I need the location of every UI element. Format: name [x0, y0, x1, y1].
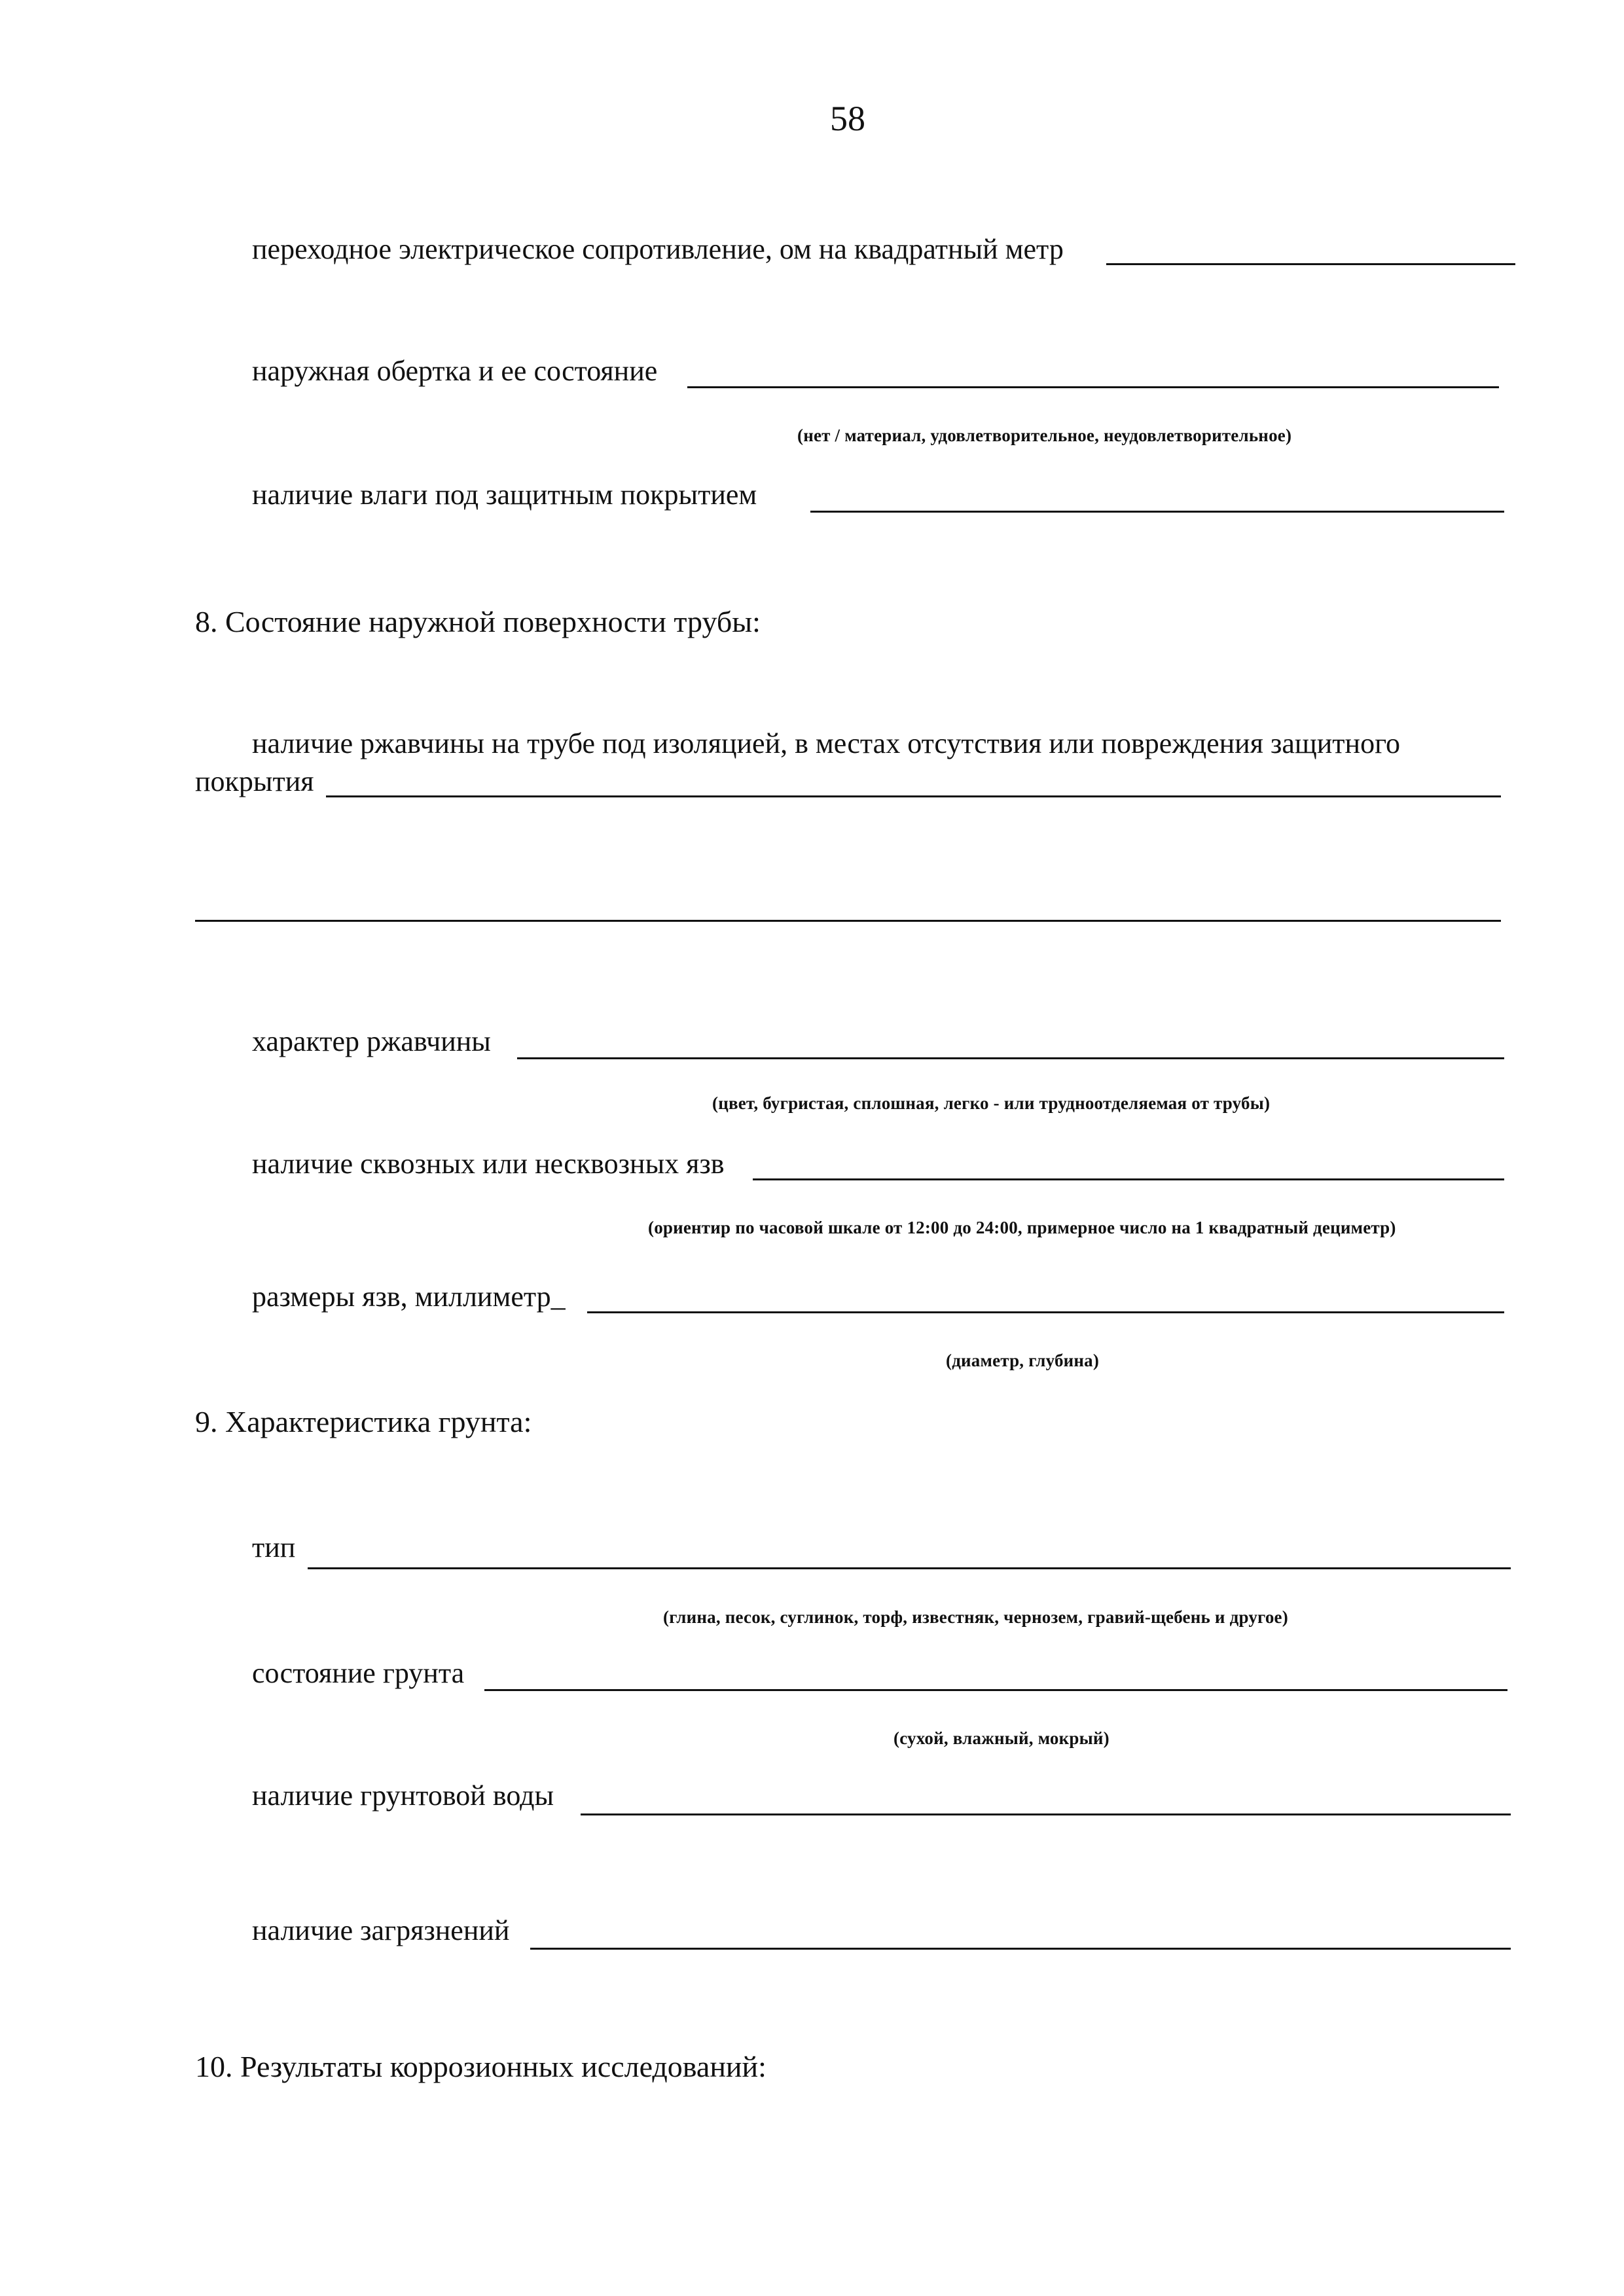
page-number: 58 — [830, 99, 865, 138]
moisture-label: наличие влаги под защитным покрытием — [252, 479, 757, 511]
rust-character-field-line[interactable] — [517, 1057, 1504, 1059]
rust-label-line2: покрытия — [195, 765, 314, 797]
groundwater-field-line[interactable] — [581, 1813, 1511, 1815]
pollution-label: наличие загрязнений — [252, 1914, 510, 1946]
outer-wrap-label: наружная обертка и ее состояние — [252, 355, 658, 387]
soil-state-hint: (сухой, влажный, мокрый) — [893, 1728, 1110, 1748]
rust-label-line1: наличие ржавчины на трубе под изоляцией, в местах отсутствия или повреждения защитного — [252, 727, 1401, 759]
ulcers-label: наличие сквозных или несквозных язв — [252, 1148, 725, 1180]
rust-field-line-2[interactable] — [195, 920, 1501, 922]
ulcers-hint: (ориентир по часовой шкале от 12:00 до 24:00, примерное число на 1 квадратный дециметр) — [648, 1218, 1396, 1237]
moisture-field-line[interactable] — [810, 511, 1504, 513]
soil-type-label: тип — [252, 1531, 296, 1563]
ulcer-size-field-line[interactable] — [587, 1311, 1504, 1313]
resistance-field-line[interactable] — [1106, 263, 1515, 265]
ulcer-size-label: размеры язв, миллиметр_ — [252, 1281, 566, 1313]
soil-state-label: состояние грунта — [252, 1657, 465, 1689]
rust-field-line[interactable] — [326, 795, 1501, 797]
section10-heading: 10. Результаты коррозионных исследований: — [195, 2050, 767, 2083]
resistance-label: переходное электрическое сопротивление, ом на квадратный метр — [252, 233, 1064, 265]
outer-wrap-hint: (нет / материал, удовлетворительное, неудовлетворительное) — [797, 426, 1292, 445]
outer-wrap-field-line[interactable] — [687, 386, 1499, 388]
pollution-field-line[interactable] — [530, 1948, 1511, 1950]
ulcer-size-hint: (диаметр, глубина) — [946, 1351, 1100, 1370]
section8-heading: 8. Состояние наружной поверхности трубы: — [195, 605, 761, 638]
soil-type-hint: (глина, песок, суглинок, торф, известняк, чернозем, гравий-щебень и другое) — [663, 1607, 1288, 1627]
rust-character-label: характер ржавчины — [252, 1025, 491, 1057]
soil-type-field-line[interactable] — [308, 1567, 1511, 1569]
ulcers-field-line[interactable] — [753, 1178, 1504, 1180]
section9-heading: 9. Характеристика грунта: — [195, 1405, 532, 1438]
groundwater-label: наличие грунтовой воды — [252, 1779, 554, 1812]
soil-state-field-line[interactable] — [484, 1689, 1507, 1691]
rust-character-hint: (цвет, бугристая, сплошная, легко - или трудноотделяемая от трубы) — [712, 1093, 1271, 1113]
